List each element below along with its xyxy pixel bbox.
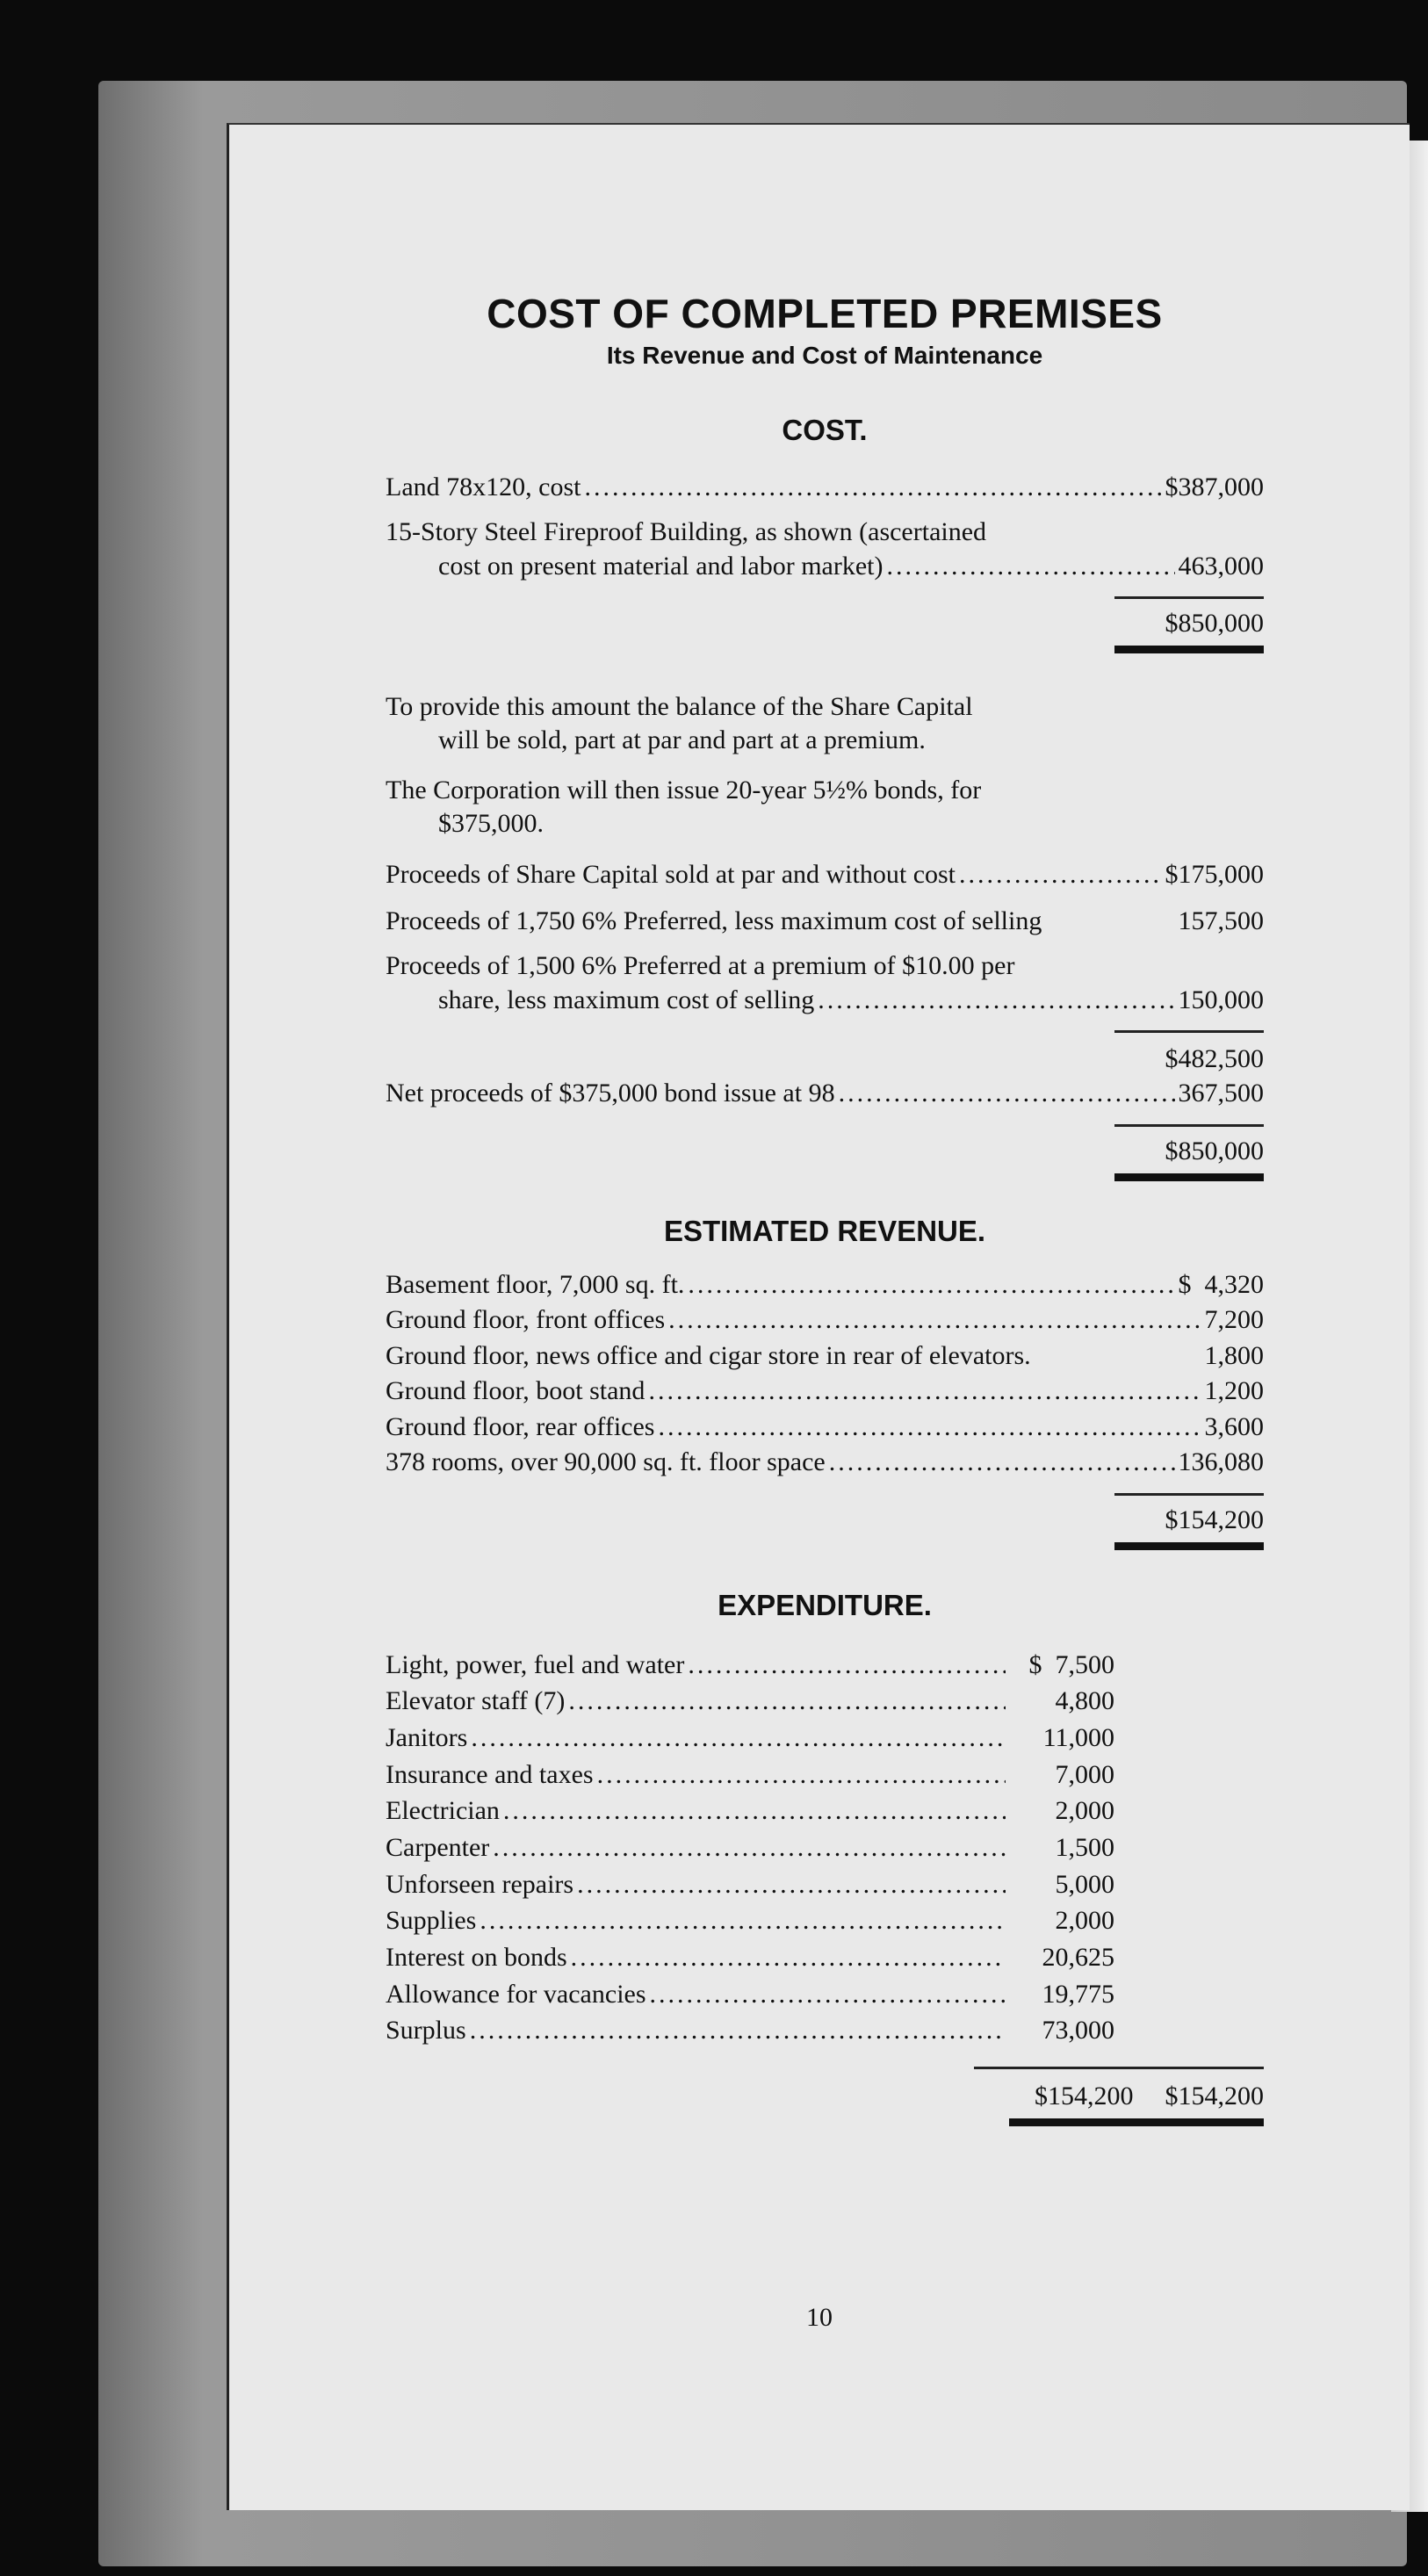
- revenue-row: [386, 1410, 1264, 1446]
- expenditure-row: [386, 1939, 1114, 1976]
- cost-land-label: Land 78x120, cost: [386, 472, 581, 501]
- financing-p2-line2: $375,000.: [438, 808, 544, 838]
- expenditure-label: Allowance for vacancies: [386, 1979, 646, 2009]
- leader-dots: [650, 1976, 1006, 2013]
- expenditure-label: Elevator staff (7): [386, 1686, 566, 1716]
- expenditure-totals: [386, 2082, 1264, 2111]
- revenue-row: [386, 1267, 1264, 1303]
- bond-label: Net proceeds of $375,000 bond issue at 98: [386, 1079, 835, 1108]
- revenue-heading: ESTIMATED REVENUE.: [663, 1214, 986, 1247]
- leader-dots: [818, 983, 1174, 1019]
- leader-dots: [886, 549, 1174, 585]
- page-subtitle: Its Revenue and Cost of Maintenance: [606, 341, 1043, 369]
- expenditure-row: [386, 2012, 1114, 2049]
- leader-dots: [571, 1939, 1006, 1976]
- financing-p1-line2: will be sold, part at par and part at a premium.: [438, 725, 926, 754]
- expenditure-amount: 4,800: [1055, 1686, 1114, 1716]
- expenditure-amount: 2,000: [1055, 1906, 1114, 1936]
- expenditure-amount: 19,775: [1042, 1979, 1114, 2009]
- revenue-label: Ground floor, front offices: [386, 1305, 666, 1335]
- subtotal-rule: [1114, 1030, 1264, 1033]
- expenditure-row: [386, 1720, 1114, 1757]
- revenue-total: $154,200: [1165, 1504, 1264, 1534]
- expenditure-row: [386, 1793, 1114, 1829]
- expenditure-label: Carpenter: [386, 1833, 490, 1863]
- page-number: 10: [806, 2303, 833, 2332]
- leader-dots: [471, 1720, 1006, 1757]
- proceeds-row-premium-line1: Proceeds of 1,500 6% Preferred at a premium of $10.00 per: [386, 951, 1015, 981]
- cost-row-land: [386, 470, 1264, 506]
- financing-p2-line1: The Corporation will then issue 20-year 5½% bonds, for: [386, 776, 982, 805]
- expenditure-amount: 20,625: [1042, 1943, 1114, 1973]
- revenue-list: [386, 1267, 1264, 1481]
- cost-row-building-line1: 15-Story Steel Fireproof Building, as shown (ascertained: [386, 517, 987, 547]
- expenditure-label: Interest on bonds: [386, 1943, 567, 1973]
- revenue-amount: 136,080: [1178, 1447, 1264, 1477]
- revenue-label: Ground floor, rear offices: [386, 1411, 655, 1441]
- expenditure-row: [386, 1976, 1114, 2013]
- proceeds-premium-amount: 150,000: [1178, 985, 1264, 1014]
- revenue-amount: $ 4,320: [1178, 1269, 1264, 1299]
- expenditure-row: [386, 1647, 1114, 1684]
- expenditure-label: Surplus: [386, 2016, 466, 2046]
- cost-heading: COST.: [782, 413, 868, 446]
- leader-dots: [648, 1374, 1201, 1410]
- proceeds-preferred-label: Proceeds of 1,750 6% Preferred, less maximum cost of selling: [386, 906, 1042, 935]
- revenue-label: Ground floor, news office and cigar store in rear of elevators.: [386, 1340, 1031, 1370]
- expenditure-row: [386, 1757, 1114, 1793]
- expenditure-amount: 7,000: [1055, 1759, 1114, 1789]
- revenue-row: [386, 1339, 1264, 1375]
- financing-paragraph-1: [386, 690, 1264, 756]
- cost-building-amount: 463,000: [1178, 551, 1264, 581]
- subtotal-rule: [1114, 1493, 1264, 1496]
- revenue-label: 378 rooms, over 90,000 sq. ft. floor space: [386, 1447, 826, 1477]
- leader-dots: [584, 470, 1161, 506]
- leader-dots: [480, 1902, 1006, 1939]
- bond-amount: 367,500: [1178, 1079, 1264, 1108]
- financing-subtotal: $482,500: [1165, 1044, 1264, 1074]
- leader-dots: [568, 1683, 1006, 1720]
- expenditure-total-rule: [974, 2067, 1264, 2069]
- expenditure-row: [386, 1902, 1114, 1939]
- expenditure-total-left: $154,200: [1035, 2082, 1134, 2111]
- proceeds-par-amount: $175,000: [1165, 860, 1264, 890]
- proceeds-row-preferred: [386, 904, 1264, 940]
- expenditure-amount: 1,500: [1055, 1833, 1114, 1863]
- financing-total: $850,000: [1165, 1136, 1264, 1165]
- revenue-row: [386, 1302, 1264, 1339]
- revenue-label: Ground floor, boot stand: [386, 1376, 645, 1406]
- financing-p1-line1: To provide this amount the balance of the Share Capital: [386, 692, 973, 722]
- proceeds-premium-label: share, less maximum cost of selling: [438, 985, 815, 1014]
- leader-dots: [503, 1793, 1006, 1829]
- expenditure-row: [386, 1866, 1114, 1903]
- page-content: [386, 292, 1264, 2126]
- proceeds-row-par: [386, 857, 1264, 893]
- leader-dots: [829, 1445, 1175, 1481]
- expenditure-label: Insurance and taxes: [386, 1759, 594, 1789]
- subtotal-rule: [1114, 1124, 1264, 1127]
- cost-land-amount: $387,000: [1165, 472, 1264, 501]
- expenditure-list: [386, 1647, 1114, 2050]
- expenditure-row: [386, 1683, 1114, 1720]
- subtotal-rule: [1114, 596, 1264, 599]
- bond-row: [386, 1076, 1264, 1112]
- cost-row-building: [386, 549, 1264, 585]
- proceeds-preferred-amount: 157,500: [1178, 906, 1264, 935]
- leader-dots: [658, 1410, 1201, 1446]
- expenditure-amount: 2,000: [1055, 1796, 1114, 1826]
- total-double-rule: [1114, 1542, 1264, 1550]
- expenditure-label: Janitors: [386, 1722, 468, 1752]
- leader-dots: [470, 2012, 1006, 2049]
- revenue-amount: 1,200: [1204, 1376, 1264, 1406]
- leader-dots: [493, 1829, 1006, 1866]
- leader-dots: [688, 1647, 1006, 1684]
- leader-dots: [668, 1302, 1201, 1339]
- revenue-amount: 1,800: [1204, 1340, 1264, 1370]
- revenue-row: [386, 1374, 1264, 1410]
- leader-dots: [839, 1076, 1175, 1112]
- proceeds-row-premium: [386, 983, 1264, 1019]
- total-double-rule: [1009, 2118, 1264, 2126]
- page-title: COST OF COMPLETED PREMISES: [487, 291, 1163, 336]
- expenditure-label: Supplies: [386, 1906, 477, 1936]
- expenditure-total-right: $154,200: [1165, 2082, 1264, 2111]
- leader-dots: [688, 1267, 1174, 1303]
- revenue-amount: 3,600: [1204, 1411, 1264, 1441]
- expenditure-label: Electrician: [386, 1796, 500, 1826]
- expenditure-amount: 11,000: [1042, 1722, 1114, 1752]
- leader-dots: [577, 1866, 1006, 1903]
- expenditure-heading: EXPENDITURE.: [718, 1588, 932, 1621]
- cost-total: $850,000: [1165, 609, 1264, 639]
- expenditure-label: Unforseen repairs: [386, 1869, 574, 1899]
- expenditure-amount: $ 7,500: [1028, 1649, 1114, 1679]
- expenditure-row: [386, 1829, 1114, 1866]
- total-double-rule: [1114, 1173, 1264, 1181]
- proceeds-par-label: Proceeds of Share Capital sold at par and without cost: [386, 860, 956, 890]
- expenditure-amount: 73,000: [1042, 2016, 1114, 2046]
- expenditure-amount: 5,000: [1055, 1869, 1114, 1899]
- revenue-label: Basement floor, 7,000 sq. ft.: [386, 1269, 685, 1299]
- revenue-amount: 7,200: [1204, 1305, 1264, 1335]
- cost-building-label: cost on present material and labor market): [438, 551, 883, 581]
- expenditure-label: Light, power, fuel and water: [386, 1649, 685, 1679]
- financing-paragraph-2: [386, 774, 1264, 840]
- document-page: [227, 123, 1410, 2510]
- total-double-rule: [1114, 646, 1264, 653]
- leader-dots: [597, 1757, 1006, 1793]
- revenue-row: [386, 1445, 1264, 1481]
- leader-dots: [959, 857, 1161, 893]
